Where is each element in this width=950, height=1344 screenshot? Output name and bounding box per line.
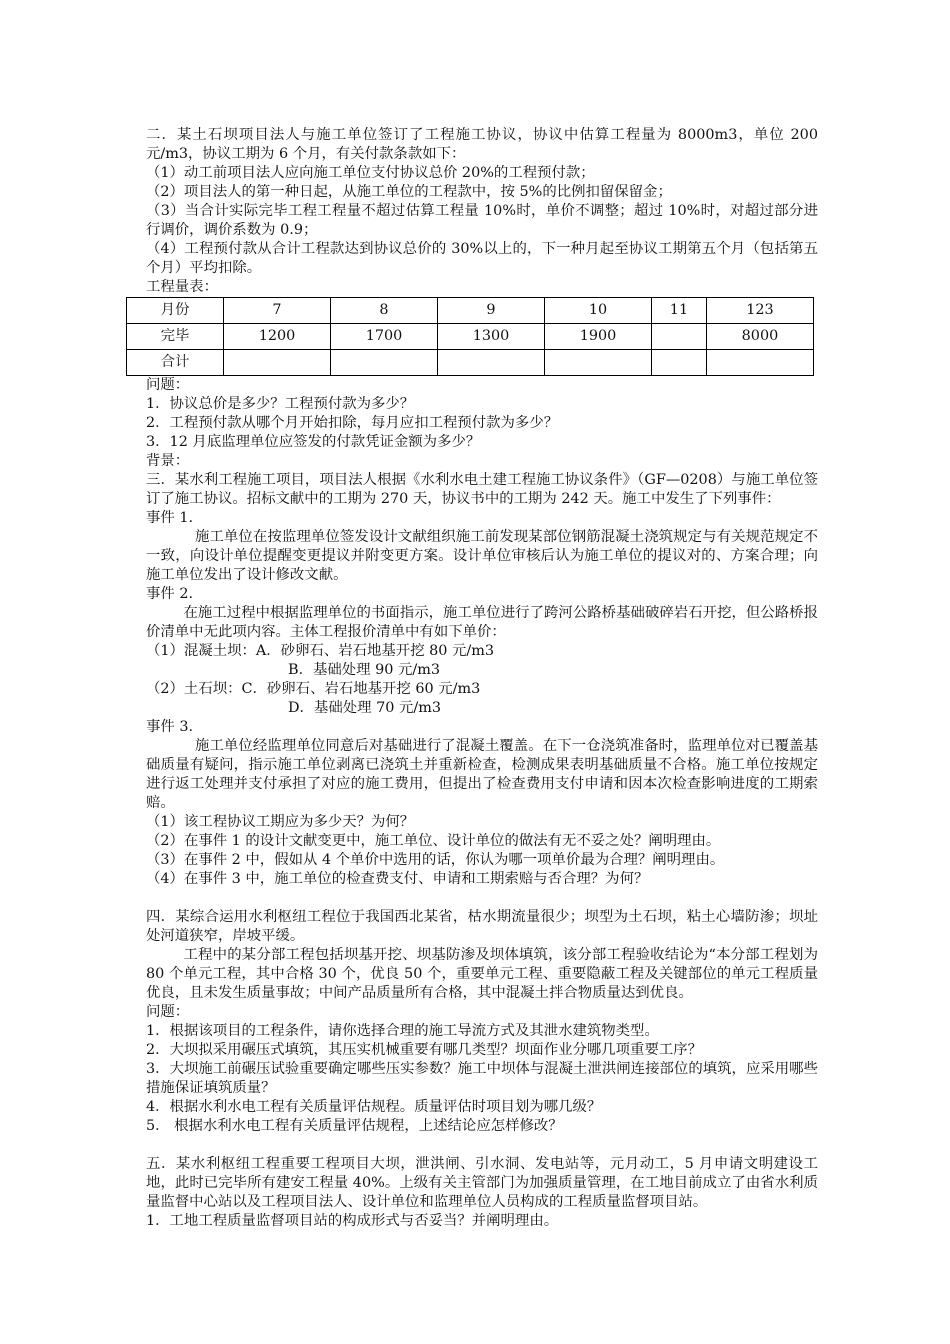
table-cell <box>706 350 813 376</box>
question: 3．大坝施工前碾压试验重要确定哪些压实参数？施工中坝体与混凝土泄洪闸连接部位的填筑，应采用哪些措施保证填筑质量？ <box>146 1061 818 1096</box>
table-cell <box>224 350 331 376</box>
question: 2．大坝拟采用碾压式填筑，其压实机械重要有哪几类型？坝面作业分哪几项重要工序？ <box>146 1042 703 1058</box>
event-label: 事件 2. <box>146 586 194 602</box>
table-cell: 7 <box>224 298 331 324</box>
table-cell: 9 <box>438 298 545 324</box>
event-label: 事件 1. <box>146 510 194 526</box>
question: （1）该工程协议工期应为多少天？为何？ <box>146 814 415 830</box>
table-cell: 1200 <box>224 324 331 350</box>
quantity-table <box>126 297 814 376</box>
table-caption: 工程量表： <box>146 279 218 295</box>
table-cell <box>652 350 707 376</box>
question: （4）在事件 3 中，施工单位的检查费支付、申请和工期索赔与否合理？为何？ <box>146 871 649 887</box>
questions-label: 问题： <box>146 1004 190 1020</box>
table-cell: 8000 <box>706 324 813 350</box>
table-cell: 123 <box>706 298 813 324</box>
section4-body: 工程中的某分部工程包括坝基开挖、坝基防渗及坝体填筑，该分部工程验收结论为“本分部工程划为 80 个单元工程，其中合格 30 个，优良 50 个，重要单元工程、重要隐蔽工程及关键部位的单元工程质量优良，且未发生质量事故；中间产品质量所有合格，其中混凝土拌合物质量达到优良。 <box>146 947 818 1001</box>
table-cell: 1900 <box>545 324 652 350</box>
clause: （3）当合计实际完毕工程工程量不超过估算工程量 10%时，单价不调整；超过 10%时，对超过部分进行调价，调价系数为 0.9； <box>146 203 818 238</box>
section3-intro: 三．某水利工程施工项目，项目法人根据《水利水电土建工程施工协议条件》（GF—0208）与施工单位签订了施工协议。招标文献中的工期为 270 天，协议书中的工期为 242 天。施工中发生了下列事件： <box>146 472 818 507</box>
table-cell: 1700 <box>331 324 438 350</box>
event-label: 事件 3. <box>146 719 194 735</box>
table-cell: 1300 <box>438 324 545 350</box>
table-cell: 8 <box>331 298 438 324</box>
clause: （2）项目法人的第一种日起，从施工单位的工程款中，按 5%的比例扣留保留金； <box>146 184 672 200</box>
document-body <box>146 126 818 1231</box>
question: 2．工程预付款从哪个月开始扣除，每月应扣工程预付款为多少？ <box>146 415 559 431</box>
question: （3）在事件 2 中，假如从 4 个单价中选用的话，你认为哪一项单价最为合理？阐明理由。 <box>146 852 725 868</box>
clause: （4）工程预付款从合计工程款达到协议总价的 30%以上的，下一种月起至协议工期第五个月（包括第五个月）平均扣除。 <box>146 241 818 276</box>
question: 4．根据水利水电工程有关质量评估规程。质量评估时项目划为哪几级？ <box>146 1099 602 1115</box>
event-text: 在施工过程中根据监理单位的书面指示，施工单位进行了跨河公路桥基础破碎岩石开挖，但公路桥报价清单中无此项内容。主体工程报价清单中有如下单价： <box>146 605 818 640</box>
section4-intro: 四．某综合运用水利枢纽工程位于我国西北某省，枯水期流量很少；坝型为土石坝，粘土心墙防渗；坝址处河道狭窄，岸坡平缓。 <box>146 909 818 944</box>
spacer <box>146 1136 818 1155</box>
price-item: D．基础处理 70 元/m3 <box>288 700 441 716</box>
event-text: 施工单位在按监理单位签发设计文献组织施工前发现某部位钢筋混凝土浇筑规定与有关规范规定不一致，向设计单位提醒变更提议并附变更方案。设计单位审核后认为施工单位的提议对的、方案合理；向施工单位发出了设计修改文献。 <box>146 529 818 583</box>
spacer <box>146 889 818 908</box>
question: （2）在事件 1 的设计文献变更中，施工单位、设计单位的做法有无不妥之处？阐明理由。 <box>146 833 721 849</box>
question: 3．12 月底监理单位应签发的付款凭证金额为多少？ <box>146 434 481 450</box>
table-cell: 10 <box>545 298 652 324</box>
price-item: （1）混凝土坝：A．砂卵石、岩石地基开挖 80 元/m3 <box>146 643 495 659</box>
price-item: B．基础处理 90 元/m3 <box>288 662 441 678</box>
question: 5． 根据水利水电工程有关质量评估规程，上述结论应怎样修改？ <box>146 1118 563 1134</box>
background-label: 背景： <box>146 453 190 469</box>
table-cell <box>652 324 707 350</box>
event-text: 施工单位经监理单位同意后对基础进行了混凝土覆盖。在下一仓浇筑准备时，监理单位对已覆盖基础质量有疑问，指示施工单位剥离已浇筑土并重新检查，检测成果表明基础质量不合格。施工单位按规定进行返工处理并支付承担了对应的施工费用，但提出了检查费用支付申请和因本次检查影响进度的工期索赔。 <box>146 738 818 811</box>
question: 1．工地工程质量监督项目站的构成形式与否妥当？并阐明理由。 <box>146 1213 559 1229</box>
table-cell: 11 <box>652 298 707 324</box>
clause: （1）动工前项目法人应向施工单位支付协议总价 20%的工程预付款； <box>146 165 595 181</box>
table-cell: 月份 <box>127 298 224 324</box>
table-cell: 完毕 <box>127 324 224 350</box>
table-row <box>127 298 814 324</box>
table-row <box>127 350 814 376</box>
section2-intro: 二．某土石坝项目法人与施工单位签订了工程施工协议，协议中估算工程量为 8000m3，单位 200 元/m3，协议工期为 6 个月，有关付款条款如下： <box>146 127 818 162</box>
price-item: （2）土石坝：C．砂卵石、岩石地基开挖 60 元/m3 <box>146 681 481 697</box>
table-cell <box>331 350 438 376</box>
questions-label: 问题： <box>146 377 190 393</box>
table-cell <box>438 350 545 376</box>
table-cell <box>545 350 652 376</box>
section5-intro: 五．某水利枢纽工程重要工程项目大坝，泄洪闸、引水洞、发电站等，元月动工，5 月申请文明建设工地，此时已完毕所有建安工程量 40%。上级有关主管部门为加强质量管理，在工地目前成立了由省水利质量监督中心站以及工程项目法人、设计单位和监理单位人员构成的工程质量监督项目站。 <box>146 1156 818 1210</box>
table-cell: 合计 <box>127 350 224 376</box>
table-row <box>127 324 814 350</box>
question: 1．协议总价是多少？工程预付款为多少？ <box>146 396 415 412</box>
question: 1．根据该项目的工程条件，请你选择合理的施工导流方式及其泄水建筑物类型。 <box>146 1023 659 1039</box>
